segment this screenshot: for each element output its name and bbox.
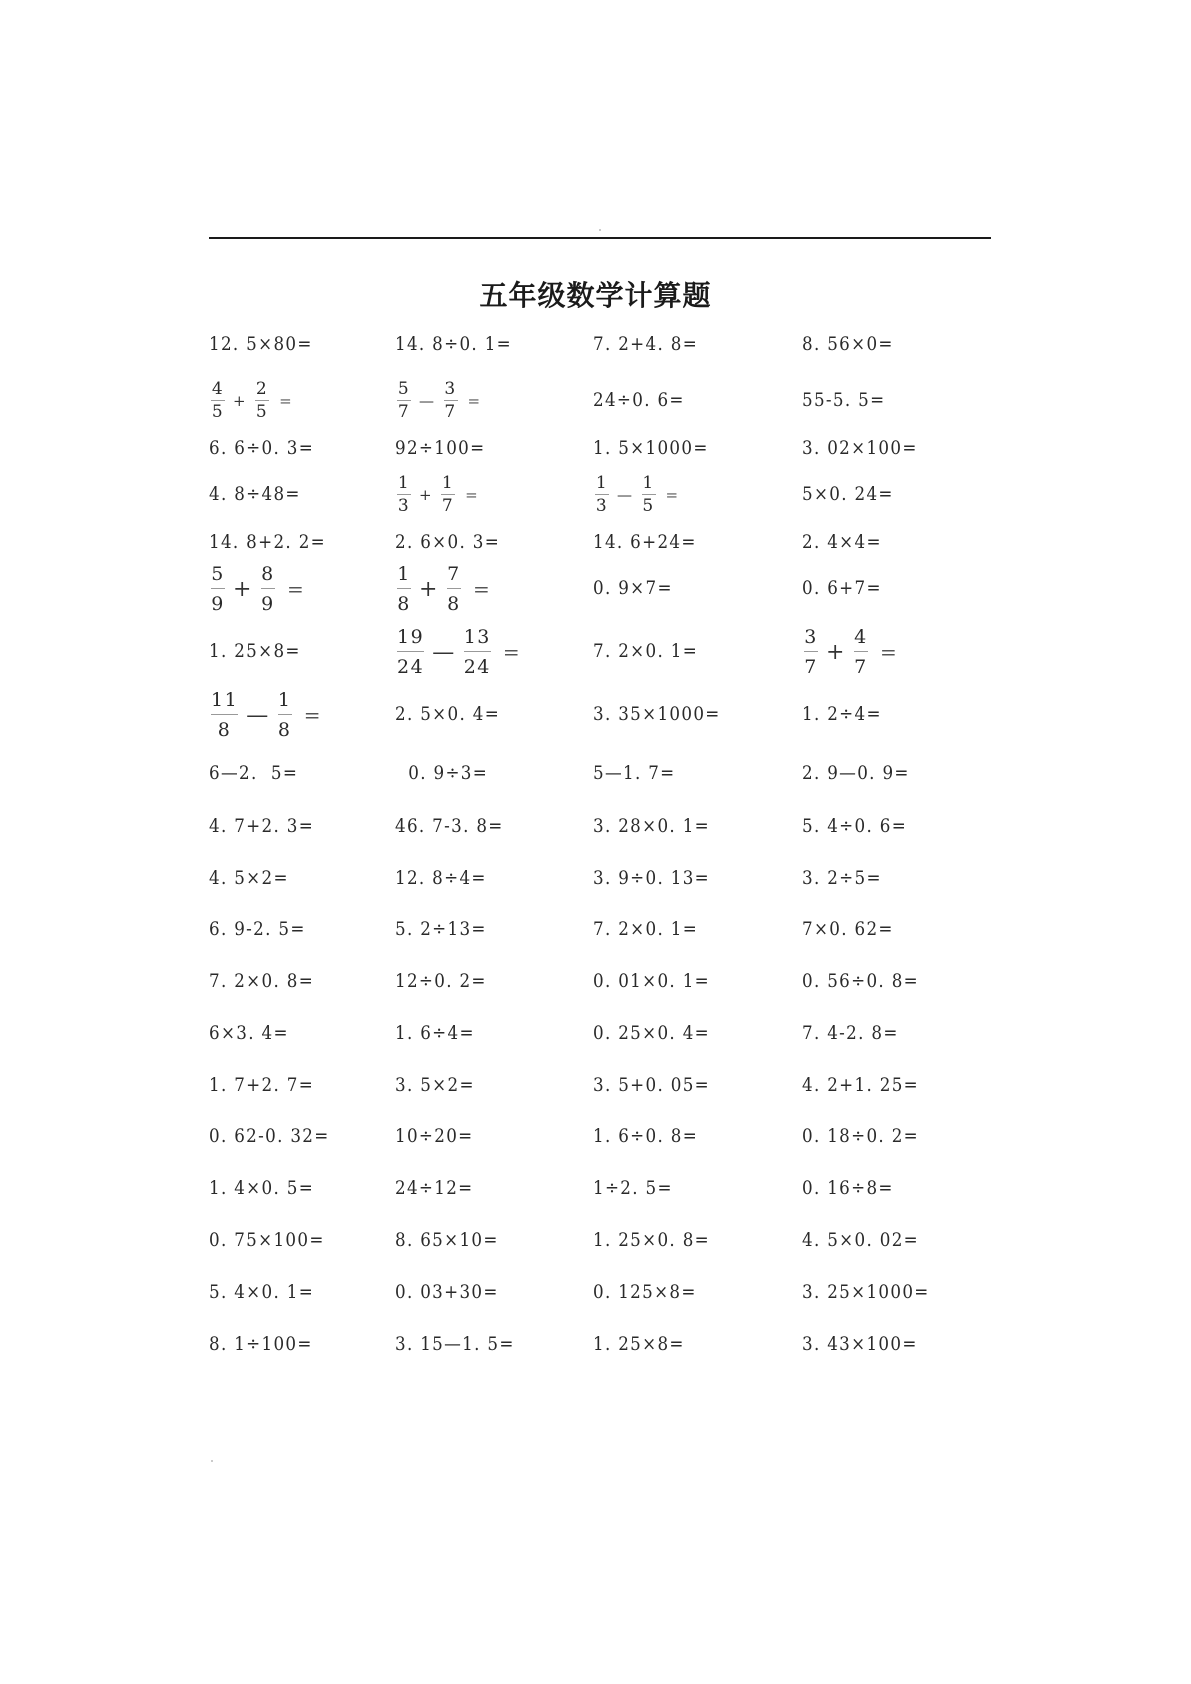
equals-sign: =: [279, 392, 294, 410]
problem-expression: 1÷2. 5=: [593, 1177, 673, 1199]
problem-expression: 0. 25×0. 4=: [593, 1022, 710, 1044]
numerator: 2: [255, 379, 269, 399]
problem-expression: 1. 25×0. 8=: [593, 1229, 710, 1251]
operator: +: [419, 576, 439, 602]
problem-expression: 10÷20=: [395, 1125, 474, 1147]
fraction: [255, 381, 269, 421]
numerator: 7: [447, 562, 461, 585]
numerator: 1: [642, 473, 655, 493]
denominator: 5: [255, 402, 269, 422]
problem-expression: 8. 56×0=: [802, 333, 894, 355]
numerator: 3: [444, 379, 457, 399]
numerator: 1: [595, 473, 609, 493]
problem-expression: 4. 2+1. 25=: [802, 1074, 919, 1096]
equals-sign: =: [303, 703, 322, 727]
fraction: [397, 381, 411, 421]
operator: —: [432, 639, 456, 665]
problem-expression: 12÷0. 2=: [395, 970, 487, 992]
equals-sign: =: [465, 486, 480, 504]
problem-expression: 3. 02×100=: [802, 437, 918, 459]
problem-expression: 0. 6+7=: [802, 577, 882, 599]
denominator: 7: [441, 496, 455, 516]
equals-sign: =: [665, 486, 680, 504]
numerator: 1: [277, 688, 292, 711]
problem-expression: 0. 01×0. 1=: [593, 970, 710, 992]
problem-expression: 1. 4×0. 5=: [209, 1177, 315, 1199]
numerator: 4: [854, 625, 868, 648]
equals-sign: =: [286, 577, 306, 601]
denominator: 8: [447, 592, 461, 615]
fraction: [444, 381, 458, 421]
problem-expression: 0. 125×8=: [593, 1281, 697, 1303]
denominator: 7: [804, 655, 818, 678]
operator: +: [233, 392, 248, 410]
problem-expression: 12. 5×80=: [209, 333, 313, 355]
fraction-expression: [395, 618, 521, 686]
fraction-expression: [395, 367, 482, 435]
denominator: 7: [397, 402, 411, 422]
problem-expression: 4. 5×0. 02=: [802, 1229, 919, 1251]
problem-expression: 5. 4×0. 1=: [209, 1281, 315, 1303]
operator: +: [233, 576, 253, 602]
problem-expression: 0. 75×100=: [209, 1229, 325, 1251]
problem-expression: 5—1. 7=: [593, 762, 676, 784]
problem-expression: 14. 6+24=: [593, 531, 697, 553]
problem-expression: 2. 5×0. 4=: [395, 703, 501, 725]
problem-expression: 3. 5×2=: [395, 1074, 475, 1096]
fraction: [447, 562, 461, 615]
denominator: 24: [463, 655, 491, 678]
problem-expression: 12. 8÷4=: [395, 867, 487, 889]
problem-expression: 8. 65×10=: [395, 1229, 499, 1251]
problem-expression: 46. 7-3. 8=: [395, 815, 504, 837]
fraction-expression: [395, 555, 491, 623]
problem-expression: 0. 18÷0. 2=: [802, 1125, 919, 1147]
problem-expression: 3. 43×100=: [802, 1333, 918, 1355]
fraction-expression: [209, 555, 305, 623]
problem-expression: 1. 2÷4=: [802, 703, 882, 725]
problem-expression: 1. 25×8=: [209, 640, 301, 662]
footer-dot-mark: [211, 1460, 213, 1462]
problem-expression: 92÷100=: [395, 437, 486, 459]
problem-expression: 1. 6÷0. 8=: [593, 1125, 699, 1147]
fraction: [277, 688, 292, 741]
fraction: [397, 562, 411, 615]
worksheet-title: 五年级数学计算题: [479, 279, 712, 312]
fraction-expression: [395, 461, 479, 529]
operator: —: [419, 392, 436, 410]
problem-expression: 1. 25×8=: [593, 1333, 685, 1355]
problem-expression: 0. 9÷3=: [395, 762, 489, 784]
denominator: 7: [444, 402, 457, 422]
denominator: 9: [211, 592, 225, 615]
problem-expression: 7. 2×0. 1=: [593, 918, 699, 940]
problem-expression: 1. 6÷4=: [395, 1022, 475, 1044]
denominator: 8: [217, 718, 232, 741]
fraction-expression: [802, 618, 898, 686]
problem-expression: 5. 2÷13=: [395, 918, 487, 940]
problem-expression: 4. 7+2. 3=: [209, 815, 315, 837]
problem-expression: 7. 4-2. 8=: [802, 1022, 899, 1044]
problem-expression: 3. 28×0. 1=: [593, 815, 710, 837]
problem-expression: 3. 35×1000=: [593, 703, 721, 725]
denominator: 8: [277, 718, 292, 741]
problem-expression: 2. 4×4=: [802, 531, 882, 553]
problem-expression: 6. 9-2. 5=: [209, 918, 306, 940]
problem-expression: 7. 2+4. 8=: [593, 333, 699, 355]
problem-expression: 5×0. 24=: [802, 483, 894, 505]
problem-expression: 2. 6×0. 3=: [395, 531, 501, 553]
numerator: 8: [261, 562, 275, 585]
header-dot-mark: [599, 229, 601, 231]
denominator: 3: [397, 496, 411, 516]
problem-expression: 14. 8÷0. 1=: [395, 333, 512, 355]
problem-expression: 3. 9÷0. 13=: [593, 867, 710, 889]
fraction: [211, 688, 239, 741]
problem-expression: 3. 15—1. 5=: [395, 1333, 515, 1355]
numerator: 3: [804, 625, 818, 648]
problem-expression: 0. 16÷8=: [802, 1177, 894, 1199]
numerator: 1: [397, 473, 411, 493]
operator: +: [419, 486, 434, 504]
problem-expression: 3. 5+0. 05=: [593, 1074, 710, 1096]
numerator: 13: [463, 625, 491, 648]
problem-expression: 0. 9×7=: [593, 577, 673, 599]
numerator: 1: [397, 562, 411, 585]
fraction: [441, 475, 455, 515]
denominator: 8: [397, 592, 411, 615]
numerator: 19: [397, 625, 425, 648]
denominator: 9: [261, 592, 275, 615]
problem-expression: 5. 4÷0. 6=: [802, 815, 908, 837]
fraction: [463, 625, 491, 678]
problem-expression: 6×3. 4=: [209, 1022, 289, 1044]
problem-expression: 55-5. 5=: [802, 389, 886, 411]
problem-expression: 1. 5×1000=: [593, 437, 709, 459]
equals-sign: =: [879, 640, 899, 664]
problem-expression: 24÷0. 6=: [593, 389, 685, 411]
equals-sign: =: [467, 392, 482, 410]
numerator: 5: [397, 379, 411, 399]
denominator: 7: [854, 655, 868, 678]
fraction: [642, 475, 656, 515]
fraction: [804, 625, 818, 678]
fraction: [397, 625, 425, 678]
problem-expression: 7×0. 62=: [802, 918, 894, 940]
operator: +: [826, 639, 846, 665]
problem-expression: 6. 6÷0. 3=: [209, 437, 315, 459]
problem-expression: 4. 8÷48=: [209, 483, 301, 505]
numerator: 11: [211, 688, 239, 711]
fraction-expression: [593, 461, 680, 529]
fraction-expression: [209, 681, 322, 749]
equals-sign: =: [502, 640, 522, 664]
numerator: 5: [211, 562, 225, 585]
problem-expression: 0. 56÷0. 8=: [802, 970, 919, 992]
header-rule: [209, 237, 991, 239]
problem-expression: 6—2. 5=: [209, 762, 299, 784]
problem-expression: 1. 7+2. 7=: [209, 1074, 315, 1096]
numerator: 1: [441, 473, 455, 493]
fraction: [211, 381, 225, 421]
problem-expression: 8. 1÷100=: [209, 1333, 313, 1355]
operator: —: [617, 486, 634, 504]
problem-expression: 3. 25×1000=: [802, 1281, 930, 1303]
fraction: [397, 475, 411, 515]
problem-expression: 3. 2÷5=: [802, 867, 882, 889]
problem-expression: 2. 9—0. 9=: [802, 762, 910, 784]
operator: —: [246, 702, 270, 728]
fraction-expression: [209, 367, 293, 435]
fraction: [595, 475, 609, 515]
numerator: 4: [211, 379, 225, 399]
denominator: 24: [397, 655, 425, 678]
equals-sign: =: [472, 577, 492, 601]
problem-expression: 0. 62-0. 32=: [209, 1125, 330, 1147]
fraction: [211, 562, 225, 615]
problem-expression: 24÷12=: [395, 1177, 474, 1199]
problem-expression: 4. 5×2=: [209, 867, 289, 889]
denominator: 3: [595, 496, 609, 516]
problem-expression: 7. 2×0. 1=: [593, 640, 699, 662]
fraction: [261, 562, 275, 615]
fraction: [854, 625, 868, 678]
denominator: 5: [211, 402, 225, 422]
denominator: 5: [642, 496, 655, 516]
problem-expression: 0. 03+30=: [395, 1281, 499, 1303]
problem-expression: 7. 2×0. 8=: [209, 970, 315, 992]
problem-expression: 14. 8+2. 2=: [209, 531, 326, 553]
